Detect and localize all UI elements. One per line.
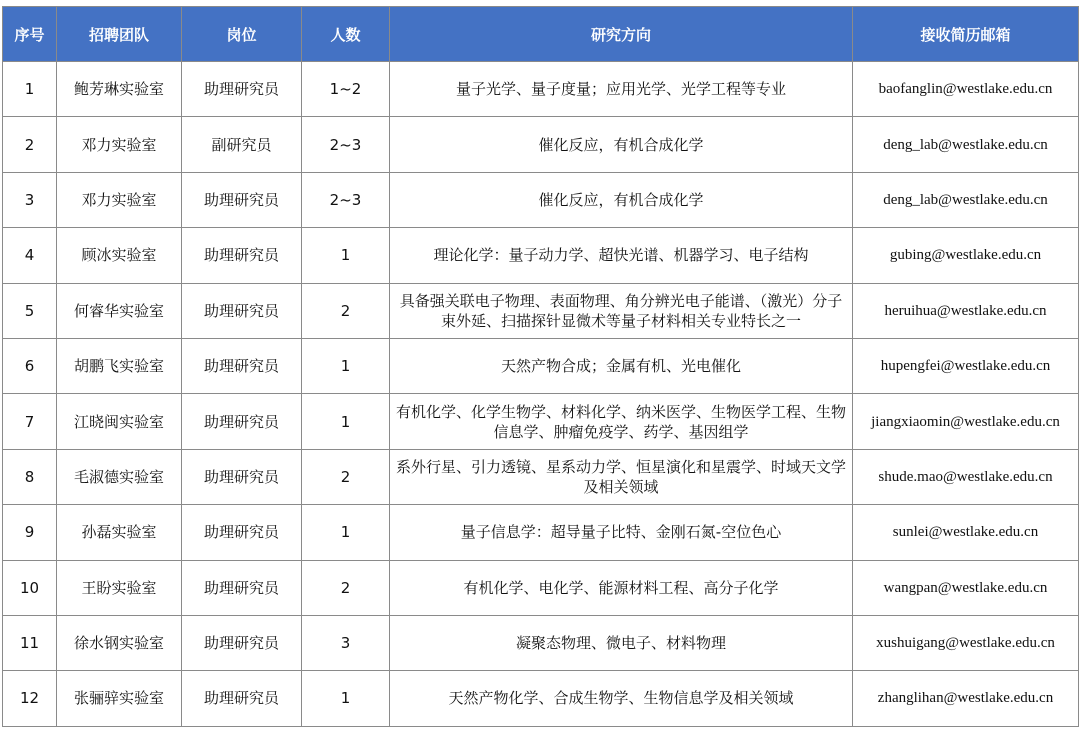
cell-no: 4	[3, 228, 57, 283]
cell-direction: 凝聚态物理、微电子、材料物理	[390, 615, 853, 670]
table-row	[3, 449, 1079, 504]
table-row	[3, 615, 1079, 670]
cell-team: 邓力实验室	[57, 172, 182, 227]
cell-email: shude.mao@westlake.edu.cn	[853, 449, 1079, 504]
cell-count: 2~3	[302, 117, 390, 172]
cell-direction: 系外行星、引力透镜、星系动力学、恒星演化和星震学、时域天文学及相关领域	[390, 449, 853, 504]
header-email: 接收简历邮箱	[853, 7, 1079, 62]
cell-no: 3	[3, 172, 57, 227]
cell-direction: 天然产物合成；金属有机、光电催化	[390, 338, 853, 393]
cell-count: 1	[302, 671, 390, 726]
cell-direction: 催化反应，有机合成化学	[390, 172, 853, 227]
cell-team: 顾冰实验室	[57, 228, 182, 283]
cell-count: 1	[302, 505, 390, 560]
cell-email: wangpan@westlake.edu.cn	[853, 560, 1079, 615]
cell-direction: 有机化学、电化学、能源材料工程、高分子化学	[390, 560, 853, 615]
cell-no: 8	[3, 449, 57, 504]
cell-no: 11	[3, 615, 57, 670]
cell-count: 2	[302, 283, 390, 338]
cell-count: 2~3	[302, 172, 390, 227]
header-count: 人数	[302, 7, 390, 62]
cell-count: 1	[302, 338, 390, 393]
cell-team: 孙磊实验室	[57, 505, 182, 560]
cell-position: 助理研究员	[182, 172, 302, 227]
cell-team: 胡鹏飞实验室	[57, 338, 182, 393]
cell-email: xushuigang@westlake.edu.cn	[853, 615, 1079, 670]
cell-direction: 量子信息学：超导量子比特、金刚石氮-空位色心	[390, 505, 853, 560]
cell-team: 张骊骍实验室	[57, 671, 182, 726]
header-direction: 研究方向	[390, 7, 853, 62]
cell-position: 助理研究员	[182, 671, 302, 726]
cell-position: 助理研究员	[182, 394, 302, 449]
table-row	[3, 283, 1079, 338]
cell-position: 助理研究员	[182, 228, 302, 283]
cell-direction: 催化反应，有机合成化学	[390, 117, 853, 172]
cell-position: 助理研究员	[182, 615, 302, 670]
table-row	[3, 338, 1079, 393]
cell-team: 何睿华实验室	[57, 283, 182, 338]
cell-no: 9	[3, 505, 57, 560]
cell-no: 7	[3, 394, 57, 449]
recruitment-table-container	[2, 6, 1079, 727]
cell-email: deng_lab@westlake.edu.cn	[853, 172, 1079, 227]
cell-email: sunlei@westlake.edu.cn	[853, 505, 1079, 560]
cell-email: hupengfei@westlake.edu.cn	[853, 338, 1079, 393]
cell-position: 助理研究员	[182, 283, 302, 338]
header-team: 招聘团队	[57, 7, 182, 62]
table-row	[3, 172, 1079, 227]
cell-count: 3	[302, 615, 390, 670]
cell-position: 助理研究员	[182, 449, 302, 504]
cell-count: 2	[302, 449, 390, 504]
cell-no: 2	[3, 117, 57, 172]
cell-email: heruihua@westlake.edu.cn	[853, 283, 1079, 338]
cell-count: 2	[302, 560, 390, 615]
cell-no: 1	[3, 62, 57, 117]
cell-team: 徐水钢实验室	[57, 615, 182, 670]
table-row	[3, 560, 1079, 615]
table-row	[3, 62, 1079, 117]
cell-count: 1~2	[302, 62, 390, 117]
cell-team: 江晓闽实验室	[57, 394, 182, 449]
cell-team: 王盼实验室	[57, 560, 182, 615]
cell-position: 助理研究员	[182, 505, 302, 560]
recruitment-table	[2, 6, 1079, 727]
cell-team: 鲍芳琳实验室	[57, 62, 182, 117]
cell-no: 5	[3, 283, 57, 338]
cell-email: jiangxiaomin@westlake.edu.cn	[853, 394, 1079, 449]
cell-direction: 理论化学：量子动力学、超快光谱、机器学习、电子结构	[390, 228, 853, 283]
cell-count: 1	[302, 228, 390, 283]
cell-no: 6	[3, 338, 57, 393]
cell-email: zhanglihan@westlake.edu.cn	[853, 671, 1079, 726]
cell-position: 助理研究员	[182, 338, 302, 393]
cell-position: 副研究员	[182, 117, 302, 172]
cell-position: 助理研究员	[182, 560, 302, 615]
table-row	[3, 394, 1079, 449]
cell-no: 12	[3, 671, 57, 726]
cell-email: deng_lab@westlake.edu.cn	[853, 117, 1079, 172]
cell-team: 毛淑德实验室	[57, 449, 182, 504]
cell-email: gubing@westlake.edu.cn	[853, 228, 1079, 283]
cell-direction: 天然产物化学、合成生物学、生物信息学及相关领域	[390, 671, 853, 726]
table-row	[3, 117, 1079, 172]
cell-count: 1	[302, 394, 390, 449]
cell-team: 邓力实验室	[57, 117, 182, 172]
cell-no: 10	[3, 560, 57, 615]
table-row	[3, 505, 1079, 560]
cell-direction: 具备强关联电子物理、表面物理、角分辨光电子能谱、（激光）分子束外延、扫描探针显微术等量子材料相关专业特长之一	[390, 283, 853, 338]
header-position: 岗位	[182, 7, 302, 62]
cell-direction: 有机化学、化学生物学、材料化学、纳米医学、生物医学工程、生物信息学、肿瘤免疫学、药学、基因组学	[390, 394, 853, 449]
cell-direction: 量子光学、量子度量；应用光学、光学工程等专业	[390, 62, 853, 117]
header-no: 序号	[3, 7, 57, 62]
cell-email: baofanglin@westlake.edu.cn	[853, 62, 1079, 117]
table-header-row	[3, 7, 1079, 62]
table-row	[3, 671, 1079, 726]
table-row	[3, 228, 1079, 283]
cell-position: 助理研究员	[182, 62, 302, 117]
